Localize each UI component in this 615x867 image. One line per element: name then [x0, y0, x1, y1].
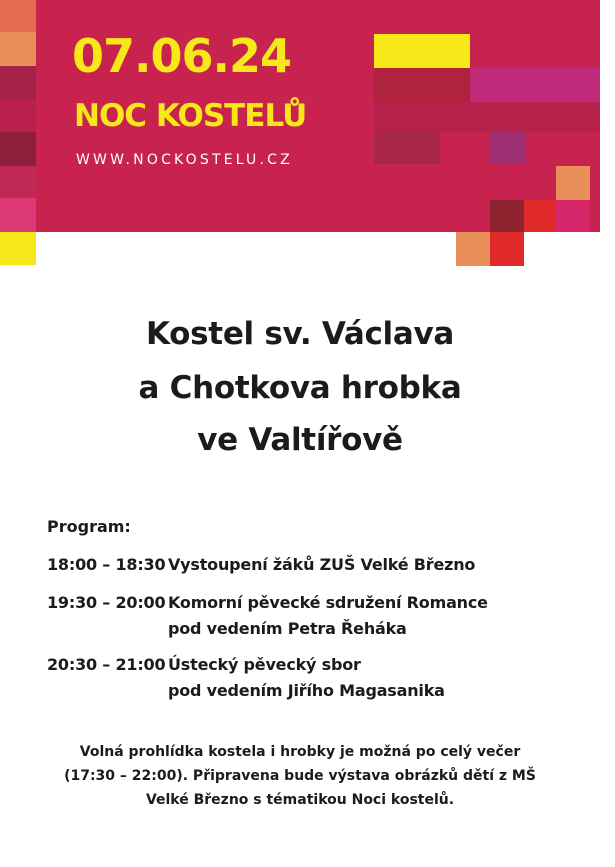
program-description: Komorní pěvecké sdružení Romance: [168, 593, 488, 612]
pixel-block: [374, 68, 470, 102]
program-time: 18:00 – 18:30: [47, 555, 166, 574]
pixel-block: [490, 132, 526, 164]
pixel-block: [556, 166, 590, 200]
pixel-block: [490, 200, 524, 232]
pixel-block: [556, 200, 590, 232]
event-date: 07.06.24: [72, 29, 291, 83]
program-description-detail: pod vedením Jiřího Magasanika: [168, 681, 445, 700]
program-time: 20:30 – 21:00: [47, 655, 166, 674]
pixel-block: [0, 100, 36, 132]
pixel-block: [524, 200, 556, 232]
pixel-block: [470, 68, 600, 102]
pixel-block: [0, 66, 36, 100]
program-time: 19:30 – 20:00: [47, 593, 166, 612]
pixel-block: [490, 232, 524, 266]
event-name: NOC KOSTELŮ: [74, 98, 307, 134]
note-line-3: Velké Březno s tématikou Noci kostelů.: [145, 792, 455, 808]
pixel-block: [456, 232, 490, 266]
note-line-2: (17:30 – 22:00). Připravena bude výstava obrázků dětí z MŠ: [64, 768, 536, 784]
pixel-block: [0, 0, 36, 32]
pixel-block: [0, 232, 36, 265]
program-description: Vystoupení žáků ZUŠ Velké Březno: [168, 555, 476, 574]
pixel-block: [374, 132, 440, 164]
program-description-detail: pod vedením Petra Řeháka: [168, 619, 407, 638]
pixel-block: [0, 198, 36, 232]
venue-title-line-3: ve Valtířově: [197, 422, 403, 458]
pixel-block: [0, 166, 36, 200]
program-description: Ústecký pěvecký sbor: [168, 655, 361, 674]
program-heading: Program:: [47, 517, 131, 536]
pixel-block: [0, 32, 36, 66]
pixel-block: [374, 102, 600, 132]
venue-title-line-1: Kostel sv. Václava: [145, 316, 455, 352]
event-banner: [0, 0, 615, 270]
pixel-block: [0, 132, 36, 166]
venue-title-line-2: a Chotkova hrobka: [138, 370, 462, 406]
event-website: WWW.NOCKOSTELU.CZ: [76, 152, 293, 168]
pixel-block: [374, 34, 470, 68]
note-line-1: Volná prohlídka kostela i hrobky je možná po celý večer: [79, 744, 521, 760]
